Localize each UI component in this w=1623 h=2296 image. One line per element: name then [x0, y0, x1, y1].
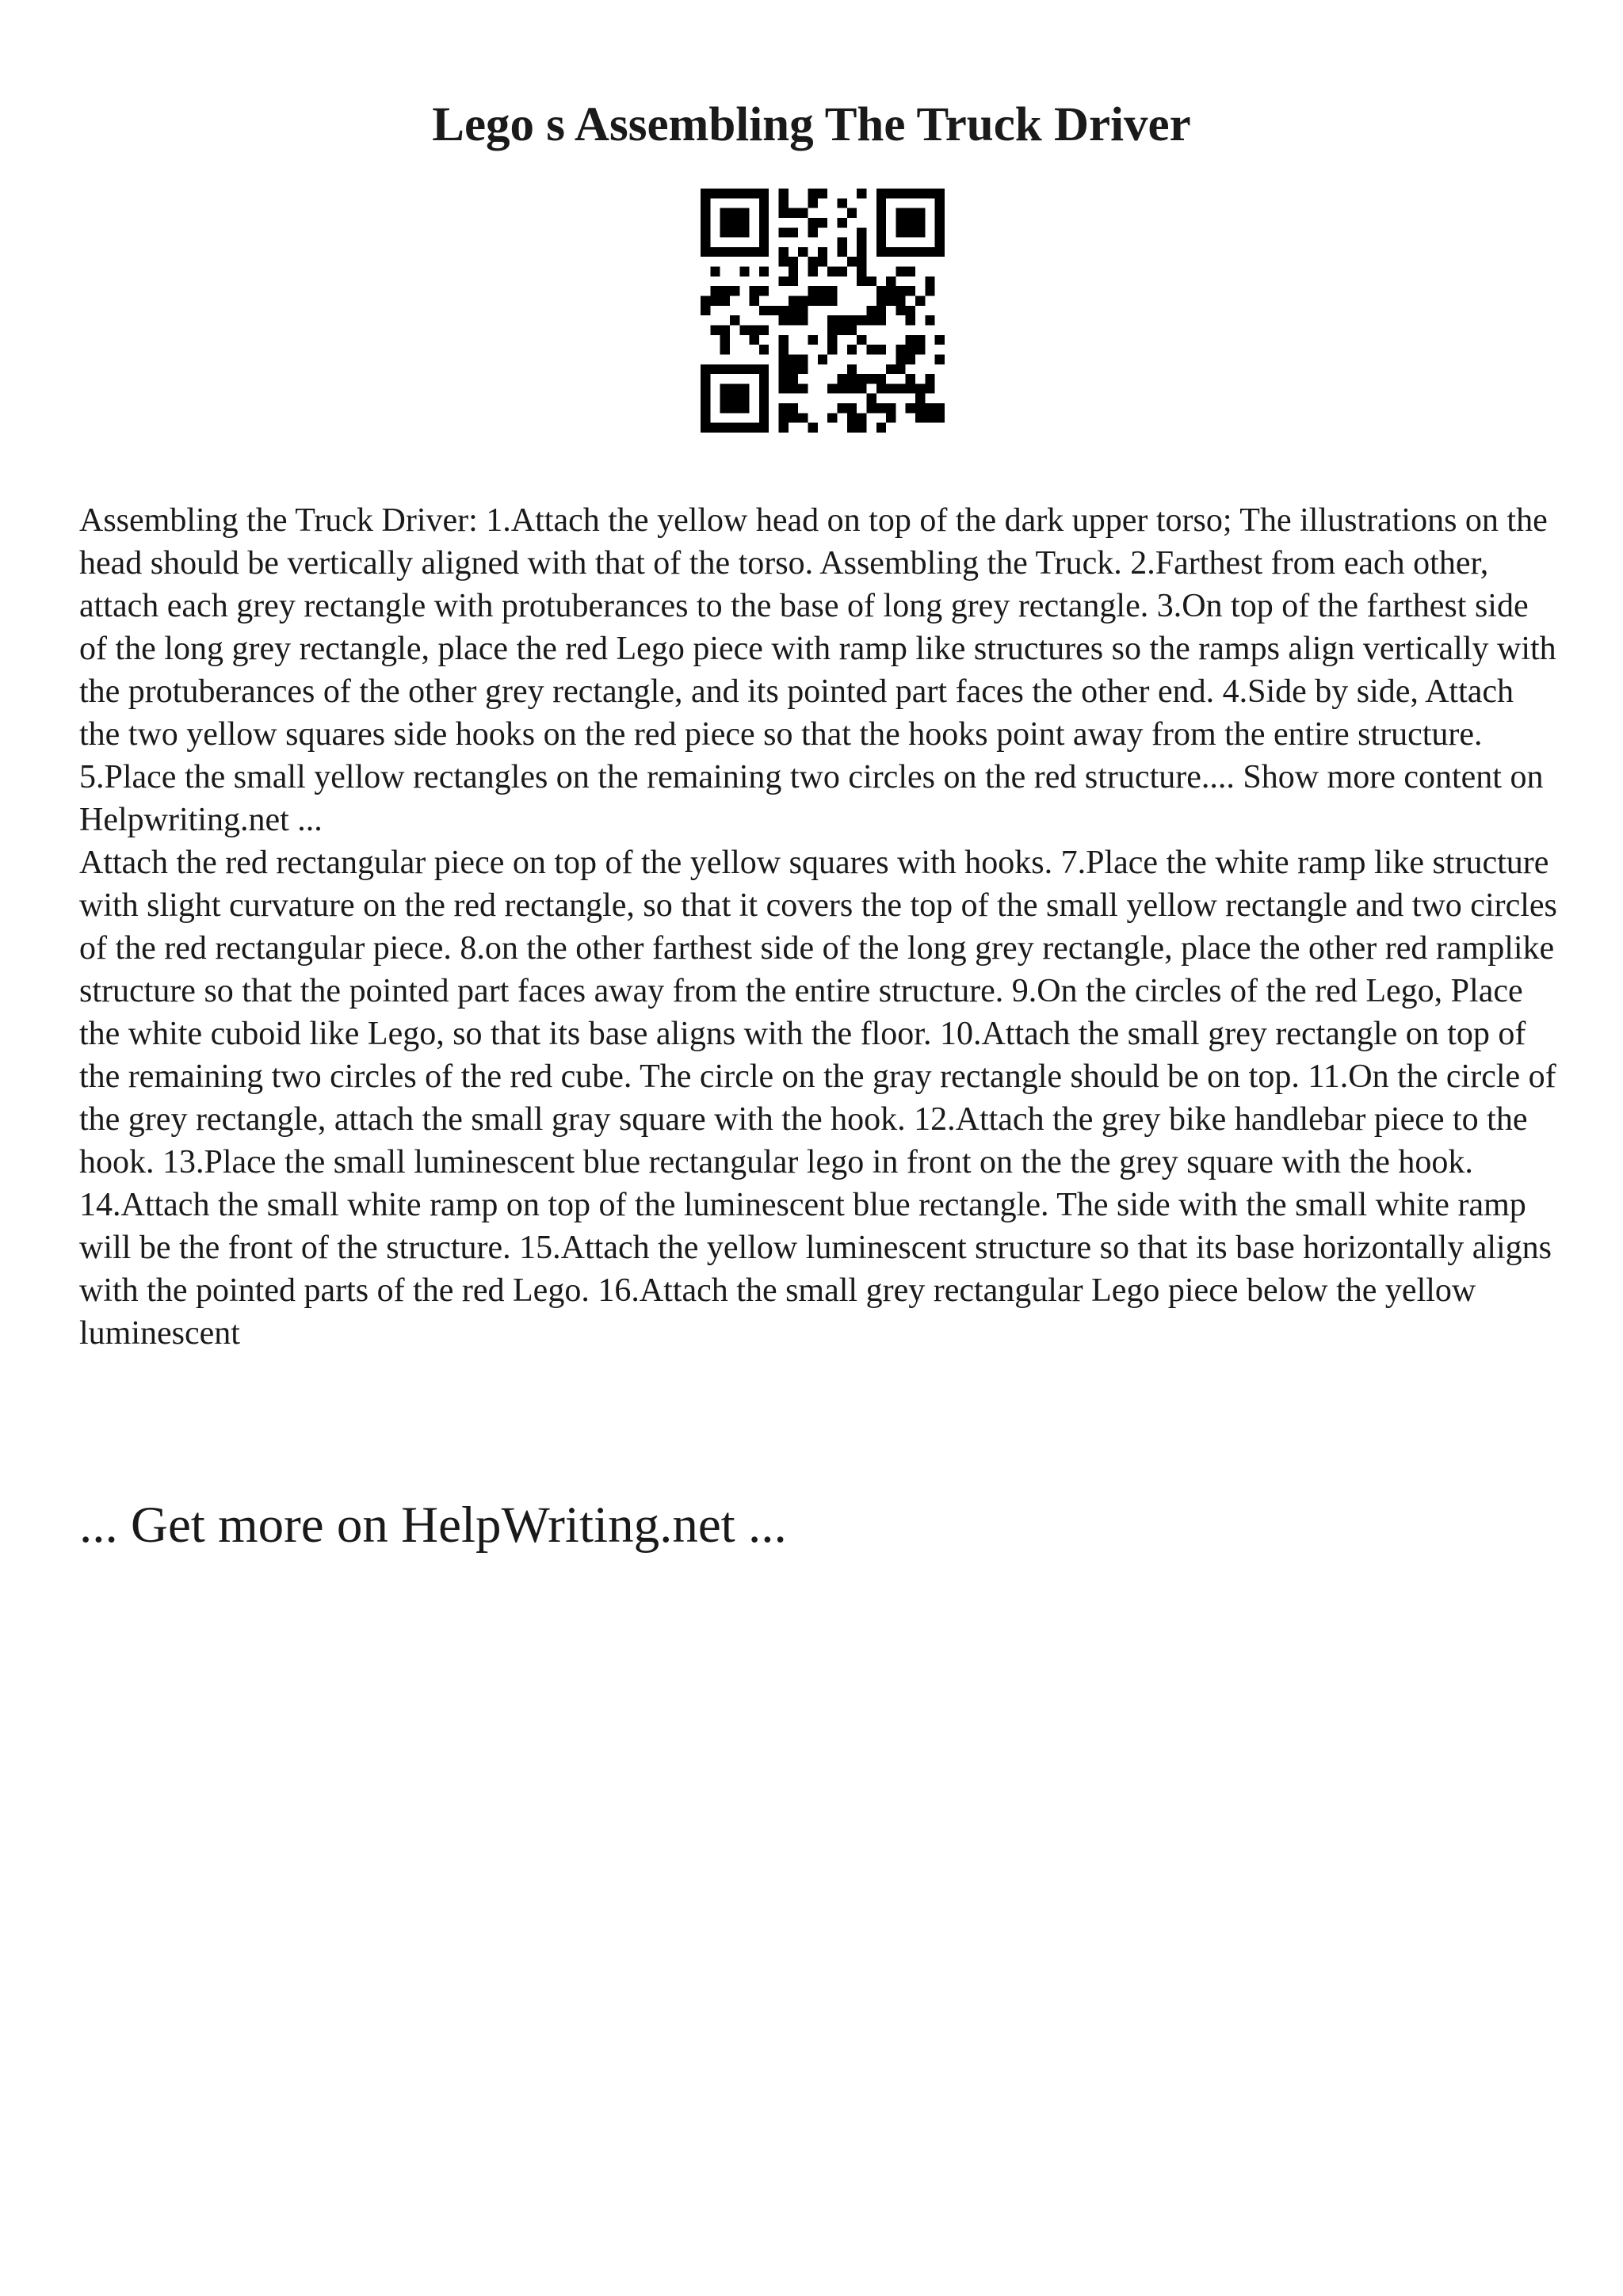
qr-module — [925, 383, 934, 393]
qr-module — [720, 218, 730, 227]
qr-module — [896, 306, 905, 315]
qr-module — [701, 238, 710, 247]
qr-module — [779, 374, 789, 383]
qr-module — [857, 189, 866, 198]
qr-module — [798, 354, 808, 364]
qr-module — [837, 247, 846, 257]
qr-module — [847, 257, 857, 266]
qr-module — [896, 354, 905, 364]
qr-module — [876, 423, 886, 433]
qr-module — [759, 286, 769, 296]
qr-module — [837, 315, 846, 325]
qr-module — [906, 208, 915, 218]
qr-module — [915, 296, 925, 306]
qr-module — [759, 383, 769, 393]
qr-module — [730, 394, 739, 403]
qr-module — [750, 286, 759, 296]
qr-module — [789, 354, 798, 364]
get-more-link[interactable]: ... Get more on HelpWriting.net ... — [79, 1497, 787, 1554]
qr-module — [710, 364, 720, 374]
qr-module — [847, 208, 857, 218]
qr-module — [925, 315, 934, 325]
qr-module — [701, 403, 710, 413]
qr-module — [935, 335, 945, 345]
qr-module — [847, 403, 857, 413]
qr-module — [759, 267, 769, 277]
qr-module — [935, 238, 945, 247]
qr-module — [935, 247, 945, 257]
qr-module — [857, 267, 866, 277]
qr-module — [759, 198, 769, 208]
qr-module — [720, 383, 730, 393]
qr-module — [789, 413, 798, 422]
qr-module — [876, 189, 886, 198]
qr-module — [866, 277, 876, 286]
qr-module — [779, 198, 789, 208]
qr-module — [701, 296, 710, 306]
qr-module — [808, 189, 818, 198]
qr-module — [759, 403, 769, 413]
qr-module — [906, 267, 915, 277]
qr-code-icon — [701, 189, 945, 433]
qr-module — [915, 383, 925, 393]
qr-module — [808, 286, 818, 296]
qr-module — [759, 208, 769, 218]
qr-module — [876, 374, 886, 383]
qr-module — [915, 208, 925, 218]
qr-module — [701, 383, 710, 393]
article-body — [79, 499, 1561, 1355]
qr-module — [779, 277, 789, 286]
qr-module — [720, 189, 730, 198]
qr-module — [925, 413, 934, 422]
qr-module — [886, 247, 896, 257]
qr-module — [818, 354, 827, 364]
qr-module — [886, 413, 896, 422]
qr-module — [750, 325, 759, 334]
qr-module — [827, 296, 837, 306]
qr-module — [730, 227, 739, 237]
qr-module — [925, 403, 934, 413]
qr-module — [915, 218, 925, 227]
qr-module — [935, 403, 945, 413]
qr-module — [906, 247, 915, 257]
qr-module — [915, 227, 925, 237]
qr-module — [739, 394, 749, 403]
qr-module — [818, 247, 827, 257]
qr-module — [759, 306, 769, 315]
qr-module — [876, 198, 886, 208]
qr-module — [866, 403, 876, 413]
qr-module — [720, 286, 730, 296]
qr-module — [876, 296, 886, 306]
qr-module — [720, 296, 730, 306]
qr-module — [730, 218, 739, 227]
qr-module — [701, 208, 710, 218]
qr-module — [837, 218, 846, 227]
qr-module — [896, 383, 905, 393]
qr-module — [925, 277, 934, 286]
qr-module — [857, 374, 866, 383]
qr-module — [730, 208, 739, 218]
qr-module — [808, 423, 818, 433]
qr-module — [779, 403, 789, 413]
qr-module — [779, 247, 789, 257]
qr-module — [798, 208, 808, 218]
qr-module — [739, 423, 749, 433]
qr-module — [906, 227, 915, 237]
qr-module — [720, 345, 730, 354]
qr-module — [935, 198, 945, 208]
qr-module — [730, 383, 739, 393]
qr-module — [779, 227, 789, 237]
qr-module — [808, 218, 818, 227]
qr-module — [847, 374, 857, 383]
qr-module — [876, 286, 886, 296]
qr-module — [925, 189, 934, 198]
qr-module — [886, 383, 896, 393]
qr-module — [896, 227, 905, 237]
qr-code-image — [701, 189, 945, 433]
qr-module — [896, 267, 905, 277]
qr-module — [837, 267, 846, 277]
qr-module — [789, 374, 798, 383]
qr-module — [876, 345, 886, 354]
qr-module — [710, 267, 720, 277]
qr-module — [808, 198, 818, 208]
qr-module — [837, 238, 846, 247]
qr-module — [759, 238, 769, 247]
qr-module — [720, 423, 730, 433]
qr-module — [720, 247, 730, 257]
qr-module — [701, 423, 710, 433]
qr-module — [720, 208, 730, 218]
qr-module — [798, 364, 808, 374]
qr-module — [710, 189, 720, 198]
qr-module — [906, 383, 915, 393]
qr-module — [906, 345, 915, 354]
qr-module — [798, 315, 808, 325]
qr-module — [857, 257, 866, 266]
qr-module — [886, 189, 896, 198]
qr-module — [857, 277, 866, 286]
qr-module — [818, 218, 827, 227]
qr-module — [789, 208, 798, 218]
qr-module — [906, 286, 915, 296]
qr-module — [915, 413, 925, 422]
qr-module — [798, 296, 808, 306]
qr-module — [827, 325, 837, 334]
qr-module — [701, 247, 710, 257]
qr-module — [759, 227, 769, 237]
qr-module — [847, 345, 857, 354]
qr-module — [759, 189, 769, 198]
qr-module — [896, 247, 905, 257]
qr-module — [720, 227, 730, 237]
qr-module — [779, 189, 789, 198]
qr-module — [857, 238, 866, 247]
qr-module — [739, 218, 749, 227]
qr-module — [789, 227, 798, 237]
qr-module — [730, 423, 739, 433]
qr-module — [710, 247, 720, 257]
qr-module — [847, 383, 857, 393]
qr-module — [925, 247, 934, 257]
qr-module — [935, 208, 945, 218]
qr-module — [818, 189, 827, 198]
qr-module — [876, 383, 886, 393]
qr-module — [906, 189, 915, 198]
qr-module — [818, 296, 827, 306]
qr-module — [750, 364, 759, 374]
qr-module — [779, 315, 789, 325]
qr-module — [789, 296, 798, 306]
qr-module — [935, 413, 945, 422]
qr-module — [779, 306, 789, 315]
qr-module — [827, 267, 837, 277]
qr-module — [759, 394, 769, 403]
qr-module — [739, 383, 749, 393]
qr-module — [827, 315, 837, 325]
page-title: Lego s Assembling The Truck Driver — [432, 98, 1191, 151]
qr-module — [789, 315, 798, 325]
qr-module — [857, 423, 866, 433]
qr-module — [720, 325, 730, 334]
qr-module — [808, 335, 818, 345]
qr-module — [847, 413, 857, 422]
qr-module — [906, 218, 915, 227]
qr-module — [789, 383, 798, 393]
qr-module — [739, 403, 749, 413]
qr-module — [886, 364, 896, 374]
qr-module — [779, 364, 789, 374]
qr-module — [739, 208, 749, 218]
qr-module — [730, 364, 739, 374]
qr-module — [759, 345, 769, 354]
qr-module — [701, 413, 710, 422]
qr-module — [701, 364, 710, 374]
qr-module — [837, 383, 846, 393]
qr-module — [730, 403, 739, 413]
qr-module — [750, 189, 759, 198]
qr-module — [857, 315, 866, 325]
qr-module — [906, 403, 915, 413]
qr-module — [798, 306, 808, 315]
qr-module — [808, 227, 818, 237]
qr-module — [789, 267, 798, 277]
qr-module — [896, 286, 905, 296]
qr-module — [759, 364, 769, 374]
qr-module — [798, 247, 808, 257]
qr-module — [739, 247, 749, 257]
qr-module — [866, 394, 876, 403]
qr-module — [876, 238, 886, 247]
qr-module — [808, 296, 818, 306]
qr-module — [876, 315, 886, 325]
qr-module — [837, 403, 846, 413]
qr-module — [759, 423, 769, 433]
qr-module — [730, 315, 739, 325]
qr-module — [827, 383, 837, 393]
qr-module — [876, 218, 886, 227]
qr-module — [935, 189, 945, 198]
qr-module — [701, 374, 710, 383]
qr-module — [701, 218, 710, 227]
qr-module — [720, 403, 730, 413]
qr-module — [759, 374, 769, 383]
qr-module — [818, 286, 827, 296]
qr-module — [886, 277, 896, 286]
qr-module — [710, 423, 720, 433]
qr-module — [866, 306, 876, 315]
qr-module — [730, 247, 739, 257]
qr-module — [779, 383, 789, 393]
qr-module — [759, 218, 769, 227]
qr-module — [896, 208, 905, 218]
qr-module — [789, 277, 798, 286]
qr-module — [701, 198, 710, 208]
qr-module — [837, 198, 846, 208]
paragraph-1: Assembling the Truck Driver: 1.Attach the yellow head on top of the dark upper torso; The illustrations on the head should be vertically aligned with that of the torso. Assembling the Truck. 2.Farthest from each other, attach each grey rectangle with protuberances to the base of long grey rectangle. 3.On top of the farthest side of the long grey rectangle, place the red Lego piece with ramp like structures so the ramps align vertically with the protuberances of the other grey rectangle, and its pointed part faces the other end. 4.Side by side, Attach the two yellow squares side hooks on the red piece so that the hooks point away from the entire structure. 5.Place the small yellow rectangles on the remaining two circles on the red structure.... Show more content on Helpwriting.net ... — [79, 502, 1556, 838]
qr-module — [896, 345, 905, 354]
qr-module — [876, 208, 886, 218]
qr-module — [710, 286, 720, 296]
qr-module — [779, 208, 789, 218]
qr-module — [857, 383, 866, 393]
qr-module — [847, 364, 857, 374]
qr-module — [827, 345, 837, 354]
qr-module — [857, 413, 866, 422]
qr-module — [701, 394, 710, 403]
qr-module — [896, 218, 905, 227]
qr-module — [798, 383, 808, 393]
qr-module — [886, 286, 896, 296]
qr-module — [739, 227, 749, 237]
qr-module — [915, 335, 925, 345]
qr-module — [798, 413, 808, 422]
qr-module — [915, 345, 925, 354]
qr-module — [779, 345, 789, 354]
qr-module — [857, 227, 866, 237]
qr-module — [915, 247, 925, 257]
qr-module — [739, 189, 749, 198]
paragraph-2: Attach the red rectangular piece on top of the yellow squares with hooks. 7.Place the white ramp like structure with slight curvature on the red rectangle, so that it covers the top of the small yellow rectangle and two circles of the red rectangular piece. 8.on the other farthest side of the long grey rectangle, place the other red ramplike structure so that the pointed part faces away from the entire structure. 9.On the circles of the red Lego, Place the white cuboid like Lego, so that its base aligns with the floor. 10.Attach the small grey rectangle on top of the remaining two circles of the red cube. The circle on the gray rectangle should be on top. 11.On the circle of the grey rectangle, attach the small gray square with the hook. 12.Attach the grey bike handlebar piece to the hook. 13.Place the small luminescent blue rectangular lego in front on the the grey square with the hook. 14.Attach the small white ramp on top of the luminescent blue rectangle. The side with the small white ramp will be the front of the structure. 15.Attach the yellow luminescent structure so that its base horizontally aligns with the pointed parts of the red Lego. 16.Attach the small grey rectangular Lego piece below the yellow luminescent — [79, 845, 1557, 1352]
qr-module — [750, 247, 759, 257]
qr-module — [886, 403, 896, 413]
qr-module — [720, 394, 730, 403]
qr-module — [789, 364, 798, 374]
qr-module — [720, 335, 730, 345]
qr-module — [730, 189, 739, 198]
qr-module — [896, 189, 905, 198]
qr-module — [876, 227, 886, 237]
qr-module — [750, 423, 759, 433]
qr-module — [866, 345, 876, 354]
qr-module — [739, 364, 749, 374]
qr-module — [730, 286, 739, 296]
qr-module — [739, 267, 749, 277]
qr-module — [701, 306, 710, 315]
qr-module — [847, 315, 857, 325]
qr-module — [886, 296, 896, 306]
qr-module — [925, 374, 934, 383]
qr-module — [906, 315, 915, 325]
qr-module — [837, 325, 846, 334]
qr-module — [847, 325, 857, 334]
qr-module — [701, 189, 710, 198]
qr-module — [779, 335, 789, 345]
qr-module — [906, 306, 915, 315]
qr-module — [750, 296, 759, 306]
qr-module — [876, 403, 886, 413]
qr-module — [857, 335, 866, 345]
qr-module — [710, 325, 720, 334]
qr-module — [759, 413, 769, 422]
qr-module — [837, 374, 846, 383]
qr-module — [750, 335, 759, 345]
qr-module — [915, 403, 925, 413]
qr-module — [701, 227, 710, 237]
qr-module — [779, 413, 789, 422]
qr-module — [759, 325, 769, 334]
qr-module — [906, 374, 915, 383]
qr-module — [866, 374, 876, 383]
qr-module — [710, 296, 720, 306]
qr-module — [789, 306, 798, 315]
qr-module — [720, 364, 730, 374]
qr-module — [896, 364, 905, 374]
qr-module — [935, 227, 945, 237]
qr-module — [769, 306, 778, 315]
qr-module — [739, 325, 749, 334]
qr-module — [935, 354, 945, 364]
qr-module — [827, 286, 837, 296]
qr-module — [915, 189, 925, 198]
qr-module — [925, 286, 934, 296]
qr-module — [896, 296, 905, 306]
qr-module — [876, 247, 886, 257]
qr-module — [789, 403, 798, 413]
qr-module — [818, 257, 827, 266]
qr-module — [779, 354, 789, 364]
qr-module — [906, 335, 915, 345]
qr-module — [759, 247, 769, 257]
qr-module — [847, 423, 857, 433]
qr-module — [779, 423, 789, 433]
qr-module — [808, 267, 818, 277]
qr-module — [827, 413, 837, 422]
qr-module — [827, 335, 837, 345]
qr-module — [876, 306, 886, 315]
qr-module — [906, 354, 915, 364]
qr-module — [779, 257, 789, 266]
qr-module — [789, 257, 798, 266]
qr-module — [935, 218, 945, 227]
qr-module — [866, 315, 876, 325]
qr-module — [857, 247, 866, 257]
qr-module — [808, 257, 818, 266]
qr-module — [915, 394, 925, 403]
